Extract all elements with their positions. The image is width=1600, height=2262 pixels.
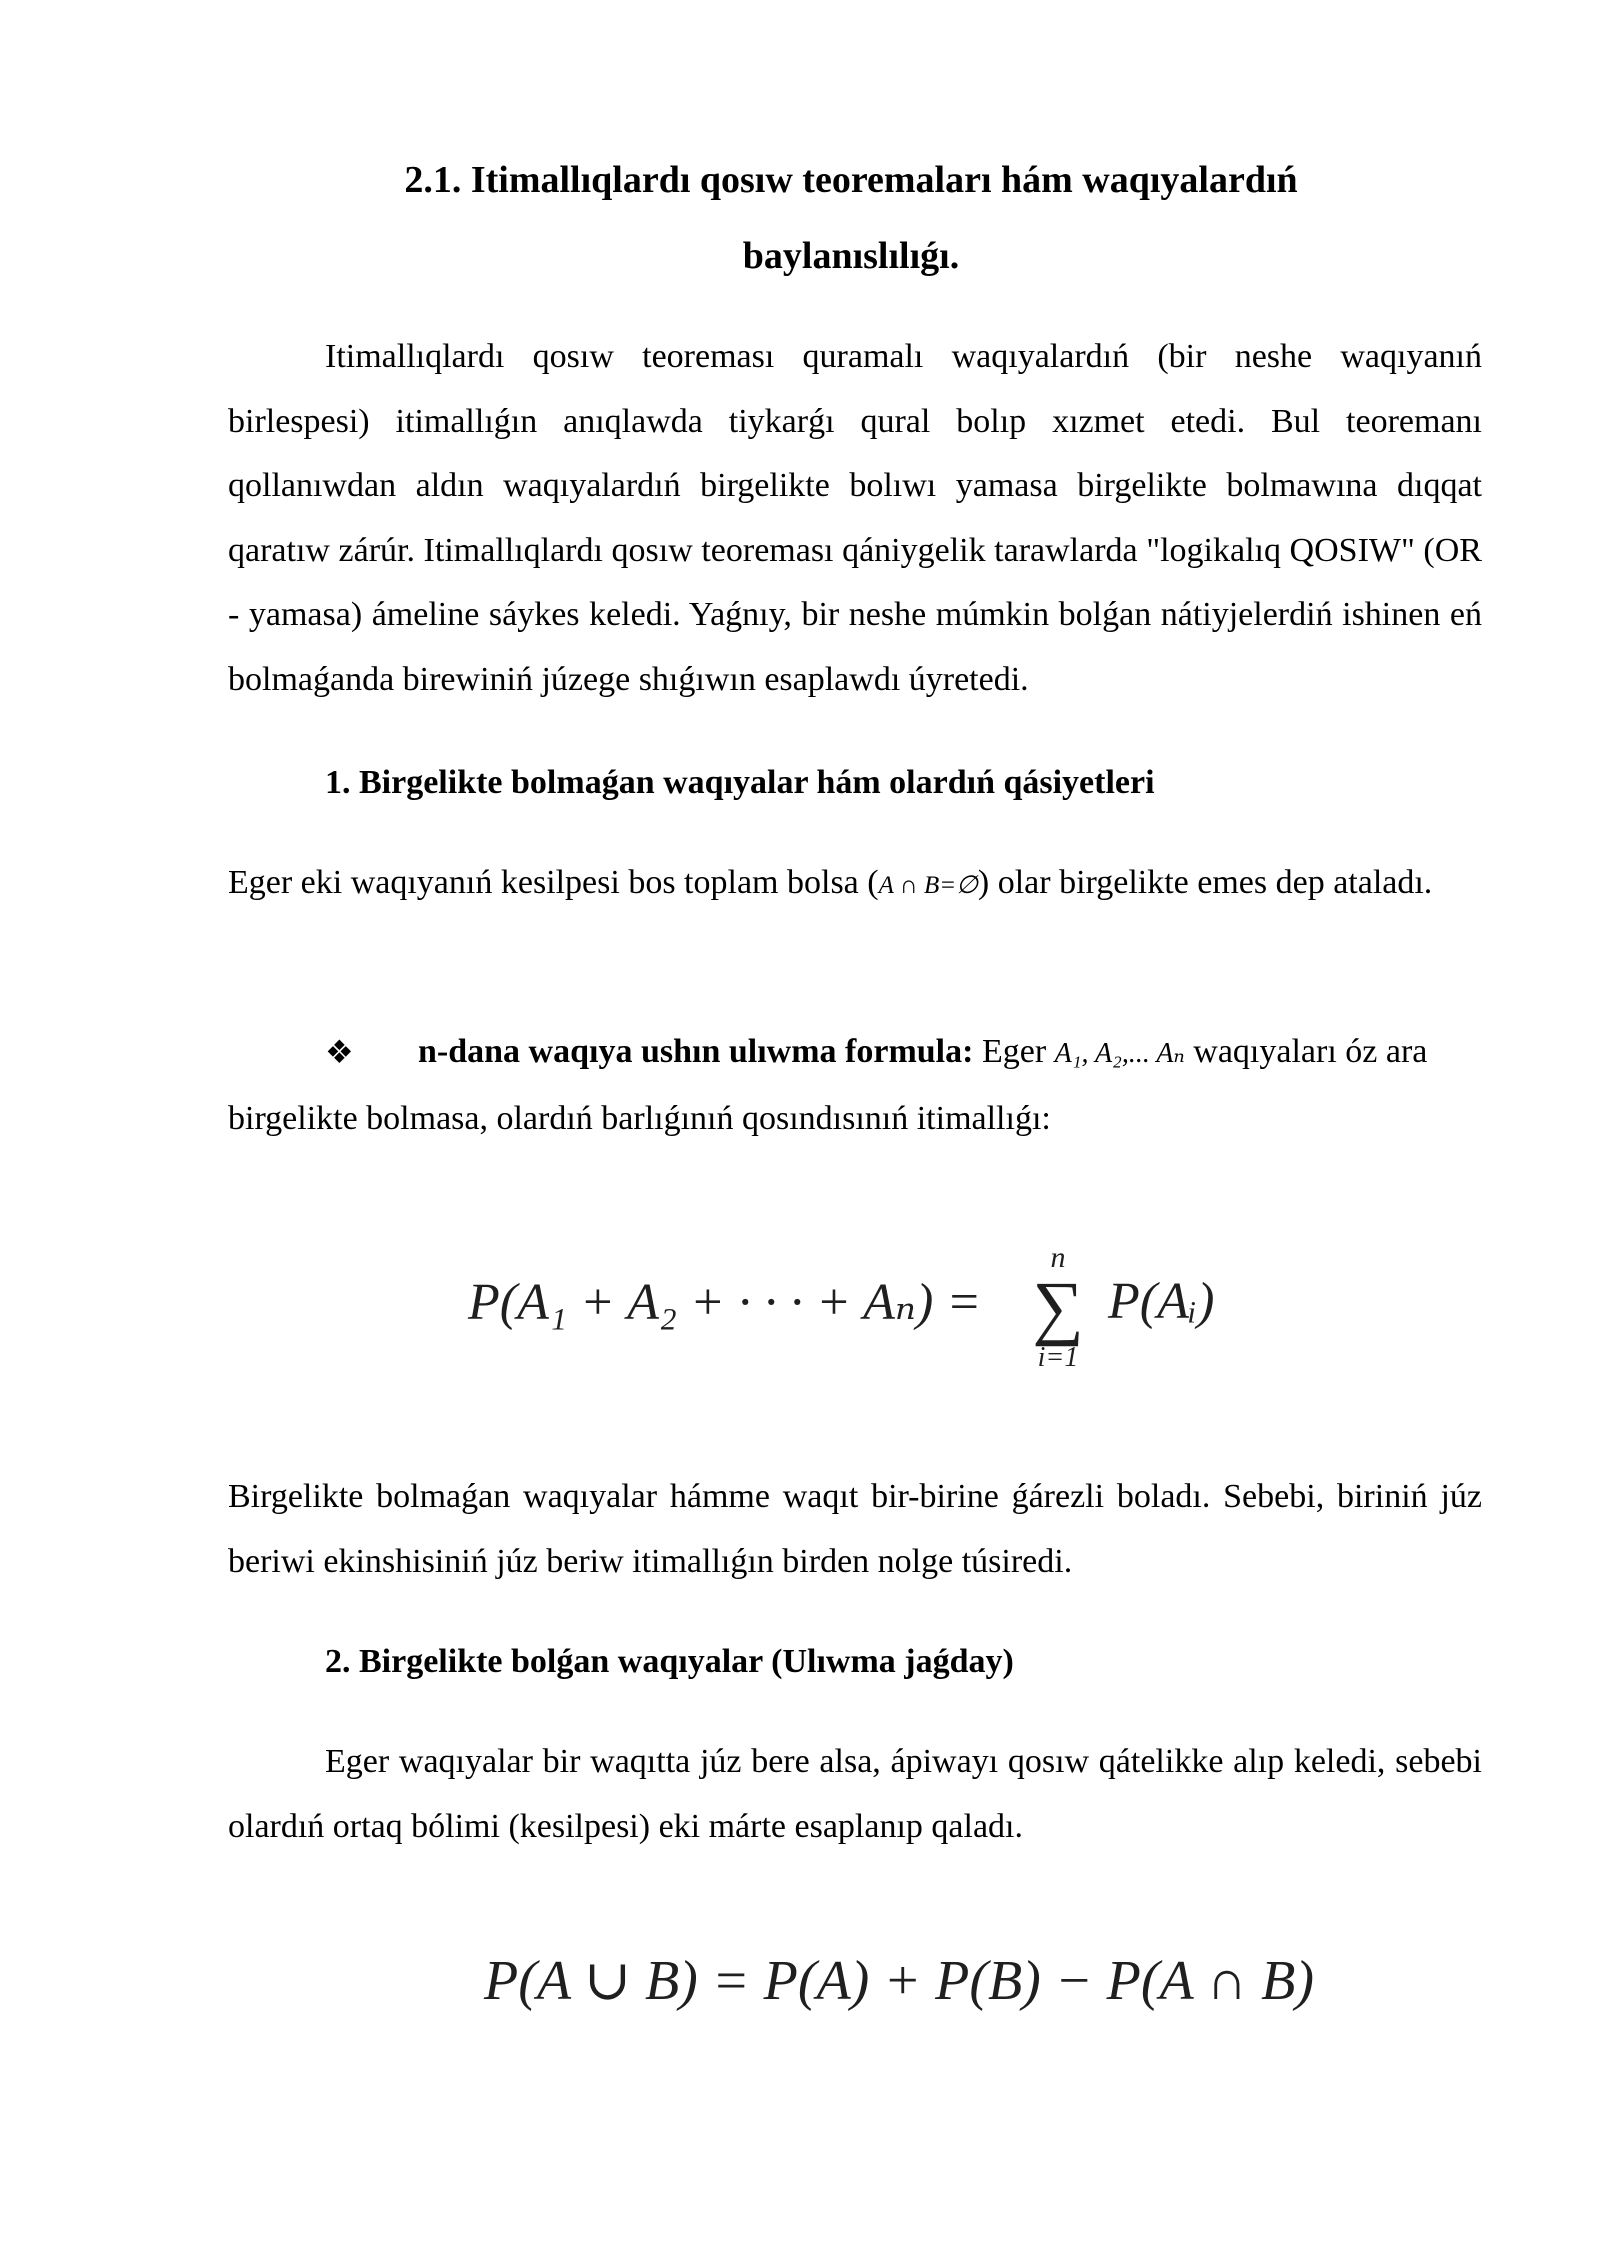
conclusion-paragraph: Birgelikte bolmaǵan waqıyalar hámme waqıt bir-birine ǵárezli boladı. Sebebi, biriniń júz beriwi ekinshisiniń júz beriw itimallıǵın birden nolge túsiredi. xyxy=(228,1478,1482,1580)
sigma-symbol: ∑ xyxy=(1032,1267,1084,1347)
title-line-1 xyxy=(228,142,1474,218)
bullet-text xyxy=(228,1020,1482,1151)
title-text: Itimallıqlardı qosıw teoremaları hám waqıyalardıń xyxy=(470,159,1298,201)
bullet-math: A₁, A₂,... Aₙ xyxy=(1054,1038,1185,1069)
definition-paragraph xyxy=(228,851,1482,919)
title-line-2: baylanıslılıǵı. xyxy=(742,235,960,277)
sum-operator xyxy=(1013,1240,1103,1390)
sum-formula-rhs: P(Aᵢ) xyxy=(1108,1273,1215,1330)
definition-start: Eger eki waqıyanıń kesilpesi bos toplam bolsa ( xyxy=(228,864,879,901)
section1-heading: 1. Birgelikte bolmaǵan waqıyalar hám olardıń qásiyetleri xyxy=(325,764,1155,801)
definition-end: ) olar birgelikte emes dep ataladı. xyxy=(977,864,1433,901)
union-formula: P(A ∪ B) = P(A) + P(B) − P(A ∩ B) xyxy=(484,1950,1314,2012)
bullet-item xyxy=(228,1020,1482,1151)
sum-formula xyxy=(468,1240,1228,1400)
diamond-bullet-icon: ❖ xyxy=(325,1034,354,1070)
sum-upper-limit: n xyxy=(1050,1241,1066,1274)
sum-lower-limit: i=1 xyxy=(1037,1342,1079,1373)
bullet-text-end: waqıyaları óz ara birgelikte bolmasa, olardıń barlıǵınıń qosındısınıń itimallıǵı: xyxy=(228,1033,1428,1137)
section2-heading: 2. Birgelikte bolǵan waqıyalar (Ulıwma jaǵday) xyxy=(325,1643,1014,1680)
bullet-bold: n-dana waqıya ushın ulıwma formula: xyxy=(418,1033,974,1070)
page-title xyxy=(228,142,1474,294)
intro-paragraph: Itimallıqlardı qosıw teoreması quramalı waqıyalardıń (bir neshe waqıyanıń birlespesi) itimallıǵın anıqlawda tiykarǵı qural bolıp xızmet etedi. Bul teoremanı qollanıwdan aldın waqıyalardıń birgelikte bolıwı yamasa birgelikte bolmawına dıqqat qaratıw zárúr. Itimallıqlardı qosıw teoreması qániygelik tarawlarda "logikalıq QOSIW" (OR - yamasa) ámeline sáykes keledi. Yaǵnıy, bir neshe múmkin bolǵan nátiyjelerdiń ishinen eń bolmaǵanda birewiniń júzege shıǵıwın esaplawdı úyretedi. xyxy=(228,338,1482,698)
definition-math: A ∩ B=∅ xyxy=(878,872,978,899)
title-number: 2.1. xyxy=(404,159,462,201)
sum-formula-lhs: P(A₁ + A₂ + · · · + Aₙ) = xyxy=(468,1274,982,1331)
section2-paragraph: Eger waqıyalar bir waqıtta júz bere alsa, ápiwayı qosıw qátelikke alıp keledi, sebebi olardıń ortaq bólimi (kesilpesi) eki márte esaplanıp qaladı. xyxy=(228,1743,1482,1845)
bullet-text-start: Eger xyxy=(973,1033,1055,1070)
